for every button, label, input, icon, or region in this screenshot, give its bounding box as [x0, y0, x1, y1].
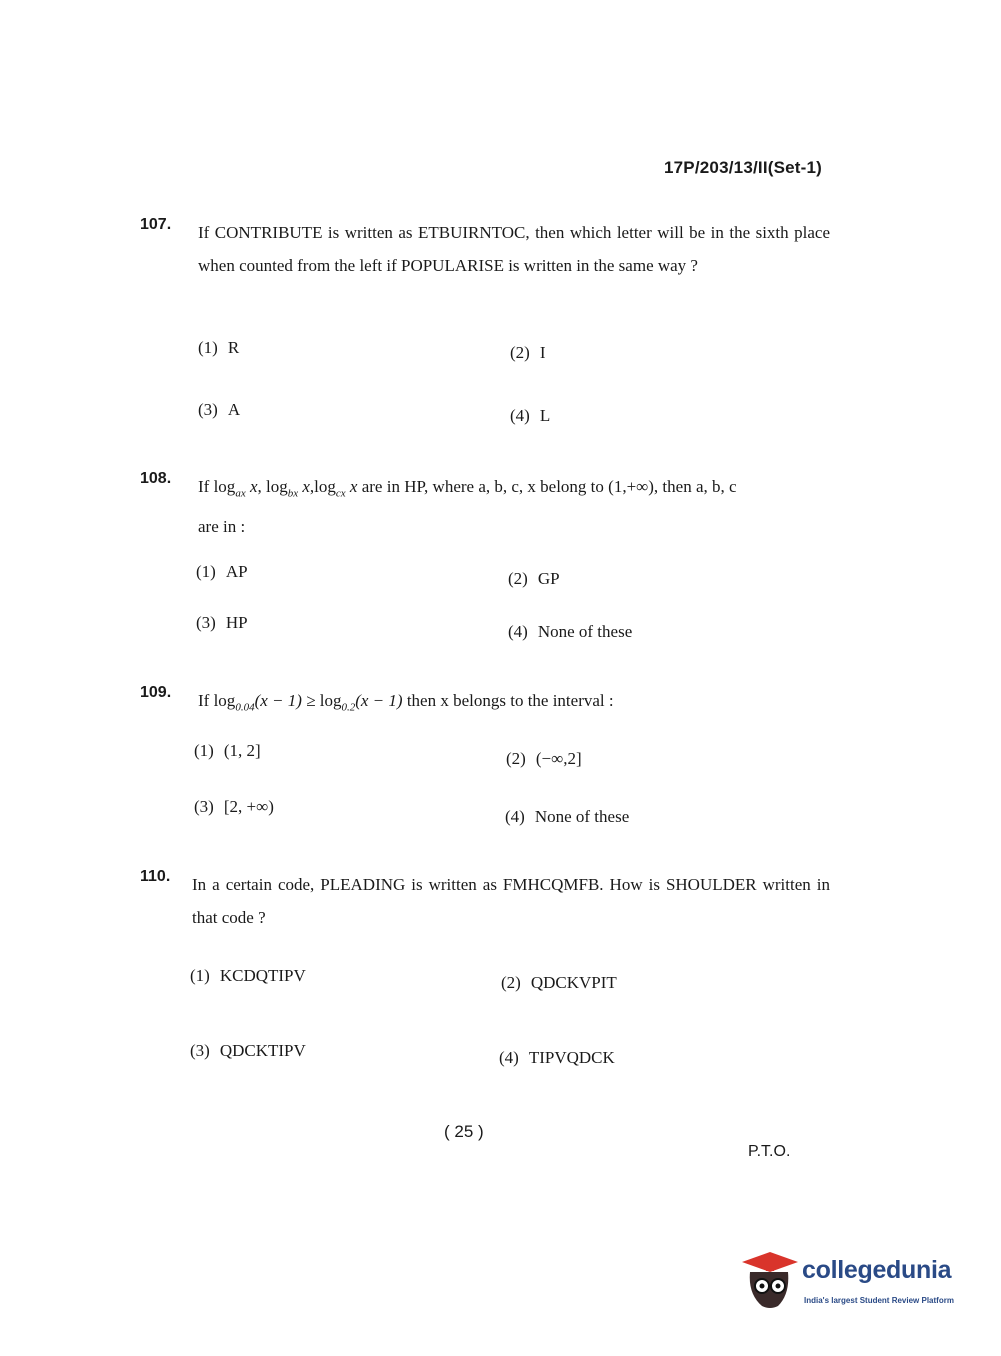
logo-name: collegedunia: [802, 1256, 952, 1284]
option-2: (2) QDCKVPIT: [501, 973, 617, 992]
option-3: (3) QDCKTIPV: [190, 1041, 306, 1060]
option-2: (2) (−∞,2]: [506, 749, 582, 768]
option-3: (3) [2, +∞): [194, 797, 274, 816]
question-109: [140, 684, 830, 724]
option-3: (3) A: [198, 400, 241, 419]
option-4: (4) None of these: [508, 622, 633, 641]
question-110: [140, 868, 830, 934]
option-3: (3) HP: [196, 613, 248, 632]
pto-label: P.T.O.: [748, 1143, 791, 1160]
question-number: 109.: [140, 684, 172, 701]
question-text: If $\log_{0.04}(x - 1) \ge \log_{0.2}(x - 1)$ then x belongs to the interval :: [198, 691, 614, 714]
option-4: (4) None of these: [505, 807, 630, 826]
option-1: (1) R: [198, 338, 240, 357]
logo-tagline: India's largest Student Review Platform: [804, 1296, 954, 1305]
question-108: [140, 470, 830, 543]
option-1: (1) KCDQTIPV: [190, 966, 306, 985]
question-text: If CONTRIBUTE is written as ETBUIRNTOC, then which letter will be in the sixth place when counted from the left if POPULARISE is written in the same way ?: [198, 223, 830, 275]
question-number: 107.: [140, 216, 172, 233]
question-text: In a certain code, PLEADING is written as FMHCQMFB. How is SHOULDER written in that code ?: [192, 875, 830, 927]
paper-code: 17P/203/13/II(Set-1): [664, 158, 823, 177]
question-number: 108.: [140, 470, 172, 487]
option-2: (2) GP: [508, 569, 560, 588]
option-1: (1) AP: [196, 562, 248, 581]
question-text: If $\log_{ax} x$, $\log_{bx} x,\log_{cx}$ x are in HP, where a, b, c, x belong to (1,+∞), then a, b, c are in :: [198, 477, 737, 537]
question-number: 110.: [140, 868, 171, 885]
collegedunia-logo: [740, 1250, 970, 1320]
option-4: (4) TIPVQDCK: [499, 1048, 615, 1067]
mascot-icon: [740, 1250, 800, 1312]
option-1: (1) (1, 2]: [194, 741, 261, 760]
page-number: ( 25 ): [444, 1122, 484, 1141]
option-2: (2) I: [510, 343, 546, 362]
question-107: [140, 216, 830, 282]
option-4: (4) L: [510, 406, 551, 425]
